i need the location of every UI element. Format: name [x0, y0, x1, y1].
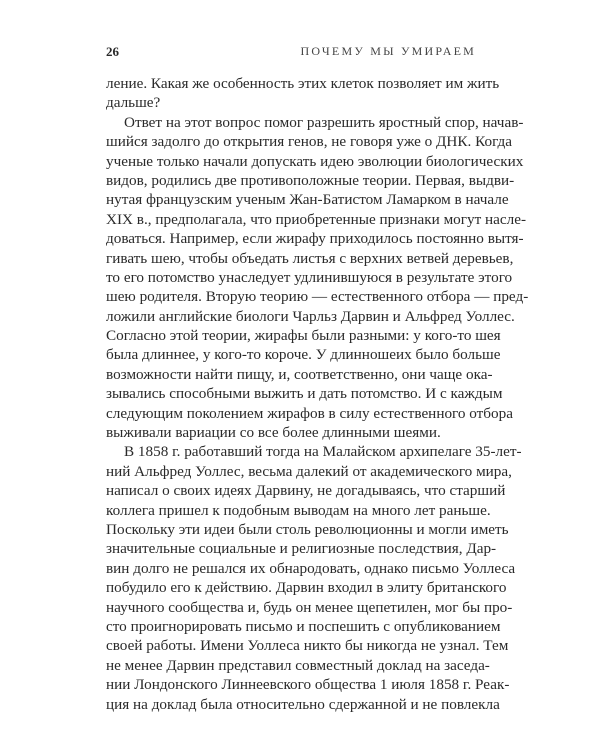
- page-body: [106, 74, 529, 714]
- text-line: гивать шею, чтобы объедать листья с верхних ветвей деревьев,: [106, 249, 514, 267]
- text-line: Согласно этой теории, жирафы были разными: у кого-то шея: [106, 327, 501, 345]
- text-line: Ответ на этот вопрос помог разрешить яростный спор, начав-: [124, 113, 524, 131]
- text-line: научного сообщества и, будь он менее щепетилен, мог бы про-: [106, 598, 513, 616]
- text-line: то его потомство унаследует удлинившуюся в результате этого: [106, 268, 513, 286]
- running-title: ПОЧЕМУ МЫ УМИРАЕМ: [300, 44, 476, 58]
- text-line: выживали вариации со все более длинными шеями.: [106, 424, 441, 442]
- text-line: шийся задолго до открытия генов, не говоря уже о ДНК. Когда: [106, 133, 513, 151]
- text-line: коллега пришел к подобным выводам на много лет раньше.: [106, 501, 491, 519]
- text-line: ление. Какая же особенность этих клеток позволяет им жить: [106, 75, 500, 92]
- text-line: ний Альфред Уоллес, весьма далекий от академического мира,: [106, 462, 512, 480]
- text-line: возможности найти пищу, и, соответственно, они чаще ока-: [106, 365, 493, 383]
- text-line: написал о своих идеях Дарвину, не догадываясь, что старший: [106, 482, 506, 500]
- paragraph: [106, 442, 522, 713]
- text-line: вин долго не решался их обнародовать, однако письмо Уоллеса: [106, 559, 516, 577]
- text-line: не менее Дарвин представил совместный доклад на заседа-: [106, 656, 490, 674]
- text-line: зывались способными выжить и дать потомство. И с каждым: [106, 385, 503, 403]
- text-line: нии Лондонского Линнеевского общества 1 июля 1858 г. Реак-: [106, 676, 510, 694]
- text-line: шею родителя. Вторую теорию — естественного отбора — пред-: [106, 288, 529, 306]
- page-number: 26: [106, 44, 119, 59]
- text-line: значительные социальные и религиозные последствия, Дар-: [106, 540, 497, 558]
- text-line: нутая французским ученым Жан-Батистом Ламарком в начале: [106, 191, 509, 209]
- text-line: следующим поколением жирафов в силу естественного отбора: [106, 404, 513, 422]
- text-line: сто проигнорировать письмо и поспешить с опубликованием: [106, 617, 501, 635]
- text-line: Поскольку эти идеи были столь революционны и могли иметь: [106, 520, 509, 538]
- paragraph: [106, 74, 500, 113]
- page-header: [106, 44, 476, 62]
- text-line: В 1858 г. работавший тогда на Малайском архипелаге 35-лет-: [124, 443, 522, 461]
- text-line: видов, родились две противоположные теории. Первая, выдви-: [106, 171, 515, 189]
- text-line: доваться. Например, если жирафу приходилось постоянно вытя-: [106, 230, 524, 248]
- text-line: дальше?: [106, 94, 161, 112]
- text-line: своей работы. Имени Уоллеса никто бы никогда не узнал. Тем: [106, 637, 509, 655]
- text-line: побудило его к действию. Дарвин входил в элиту британского: [106, 579, 507, 597]
- paragraph: [106, 113, 529, 443]
- text-line: ция на доклад была относительно сдержанной и не повлекла: [106, 695, 500, 713]
- text-line: ученые только начали допускать идею эволюции биологических: [106, 152, 524, 170]
- text-line: ложили английские биологи Чарльз Дарвин и Альфред Уоллес.: [106, 307, 515, 325]
- text-line: была длиннее, у кого-то короче. У длинношеих было больше: [106, 346, 501, 364]
- text-line: XIX в., предполагала, что приобретенные признаки могут насле-: [106, 210, 527, 228]
